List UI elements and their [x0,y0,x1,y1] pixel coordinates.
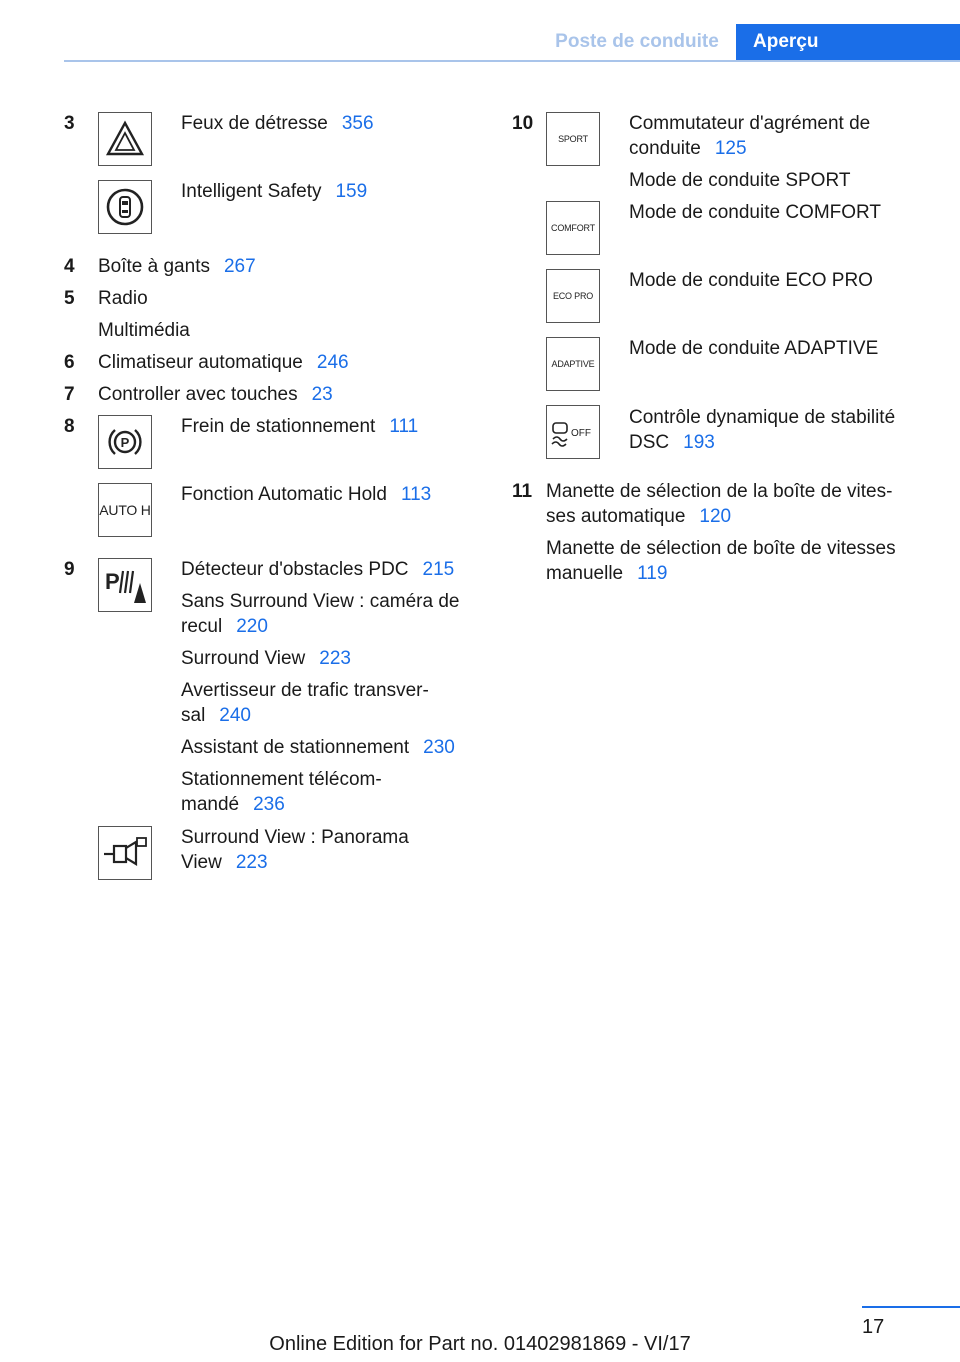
entry-radio: Radio [98,288,148,309]
entry-cross-traffic: Avertisseur de trafic transver- sal 240 [181,680,429,726]
eco-pro-mode-icon [546,269,600,323]
item-number: 11 [512,481,533,502]
page-reference-link[interactable]: 119 [637,563,668,584]
page-reference-link[interactable]: 120 [699,506,732,527]
footer-rule [862,1306,960,1308]
entry-hazard-lights [181,111,374,136]
entry-group-pdc [181,557,481,824]
entry-sport-mode: Mode de conduite SPORT [629,170,851,191]
item-number: 3 [64,113,75,134]
page-reference-link[interactable]: 240 [219,705,251,726]
entry-adaptive-mode: Mode de conduite ADAPTIVE [629,338,879,359]
entry-climate-control [98,350,349,375]
page-reference-link[interactable]: 236 [253,794,285,815]
item-number: 6 [64,352,75,373]
page-reference-link[interactable]: 111 [389,416,419,437]
entry-surround-view: Surround View 223 [181,648,351,669]
page-reference-link[interactable]: 230 [423,737,455,758]
dsc-off-icon [546,405,600,459]
sport-mode-icon [546,112,600,166]
item-number: 4 [64,256,75,277]
entry-group-gear-selector [546,479,946,593]
entry-text: Intelligent Safety [181,181,322,202]
adaptive-icon-label: ADAPTIVE [551,359,595,369]
header-section-link[interactable]: Poste de conduite [555,31,719,52]
page-reference-link[interactable]: 193 [683,432,715,453]
page-reference-link[interactable]: 223 [319,648,351,669]
page-reference-link[interactable]: 220 [236,616,268,637]
page-reference-link[interactable]: 23 [311,384,333,405]
entry-intelligent-safety [181,179,367,204]
pdc-icon [98,558,152,612]
entry-text: Feux de détresse [181,113,328,134]
entry-text: Boîte à gants [98,256,210,277]
svg-text:P: P [105,569,120,594]
page-reference-link[interactable]: 159 [335,181,368,202]
item-number: 5 [64,288,75,309]
header-rule [64,60,960,62]
svg-text:P: P [120,435,130,450]
entry-text: Climatiseur automatique [98,352,303,373]
page-reference-link[interactable]: 113 [400,484,432,505]
comfort-icon-label: COMFORT [551,223,595,233]
footer-edition: Online Edition for Part no. 01402981869 - VI/17 [269,1333,691,1355]
entry-automatic-gear-selector: Manette de sélection de la boîte de vites- ses automatique 120 [546,481,893,527]
entry-pdc: Détecteur d'obstacles PDC 215 [181,559,455,580]
entry-remote-parking: Stationnement télécom- mandé 236 [181,769,382,815]
item-number: 7 [64,384,75,405]
entry-eco-pro-mode: Mode de conduite ECO PRO [629,270,873,291]
entry-multimedia: Multimédia [98,320,190,341]
entry-parking-brake [181,414,418,439]
header-subsection-tab[interactable]: Aperçu [736,24,960,60]
entry-controller [98,382,333,407]
entry-automatic-hold [181,482,431,507]
dsc-icon-label: OFF [571,428,591,439]
page-reference-link[interactable]: 356 [341,113,374,134]
entry-comfort-mode: Mode de conduite COMFORT [629,202,882,223]
page-number: 17 [862,1316,885,1338]
auto-hold-icon [98,483,152,537]
auto-hold-icon-label: AUTO H [99,502,151,518]
page-reference-link[interactable]: 223 [235,852,268,873]
intelligent-safety-icon [98,180,152,234]
parking-brake-icon [98,415,152,469]
item-number: 8 [64,416,75,437]
entry-parking-assistant: Assistant de stationnement 230 [181,737,455,758]
entry-glove-box [98,254,256,279]
sport-icon-label: SPORT [558,134,588,144]
item-number: 10 [512,113,534,134]
page-reference-link[interactable]: 215 [422,559,455,580]
entry-text: Frein de stationnement [181,416,376,437]
page-reference-link[interactable]: 267 [223,256,256,277]
eco-pro-icon-label: ECO PRO [552,291,594,301]
entry-rear-camera: Sans Surround View : caméra de recul 220 [181,591,460,637]
entry-dsc: Contrôle dynamique de stabilité DSC 193 [629,407,896,453]
page-reference-link[interactable]: 246 [316,352,349,373]
entry-text: Controller avec touches [98,384,298,405]
hazard-warning-icon [98,112,152,166]
comfort-mode-icon [546,201,600,255]
panorama-view-icon [98,826,152,880]
item-number: 9 [64,559,75,580]
entry-driving-experience-control: Commutateur d'agrément de conduite 125 [629,113,871,159]
adaptive-mode-icon [546,337,600,391]
entry-panorama-view: Surround View : Panorama View 223 [181,827,409,873]
entry-text: Fonction Automatic Hold [181,484,387,505]
entry-manual-gear-selector: Manette de sélection de boîte de vitesses manuelle 119 [546,538,896,584]
page-reference-link[interactable]: 125 [714,138,747,159]
